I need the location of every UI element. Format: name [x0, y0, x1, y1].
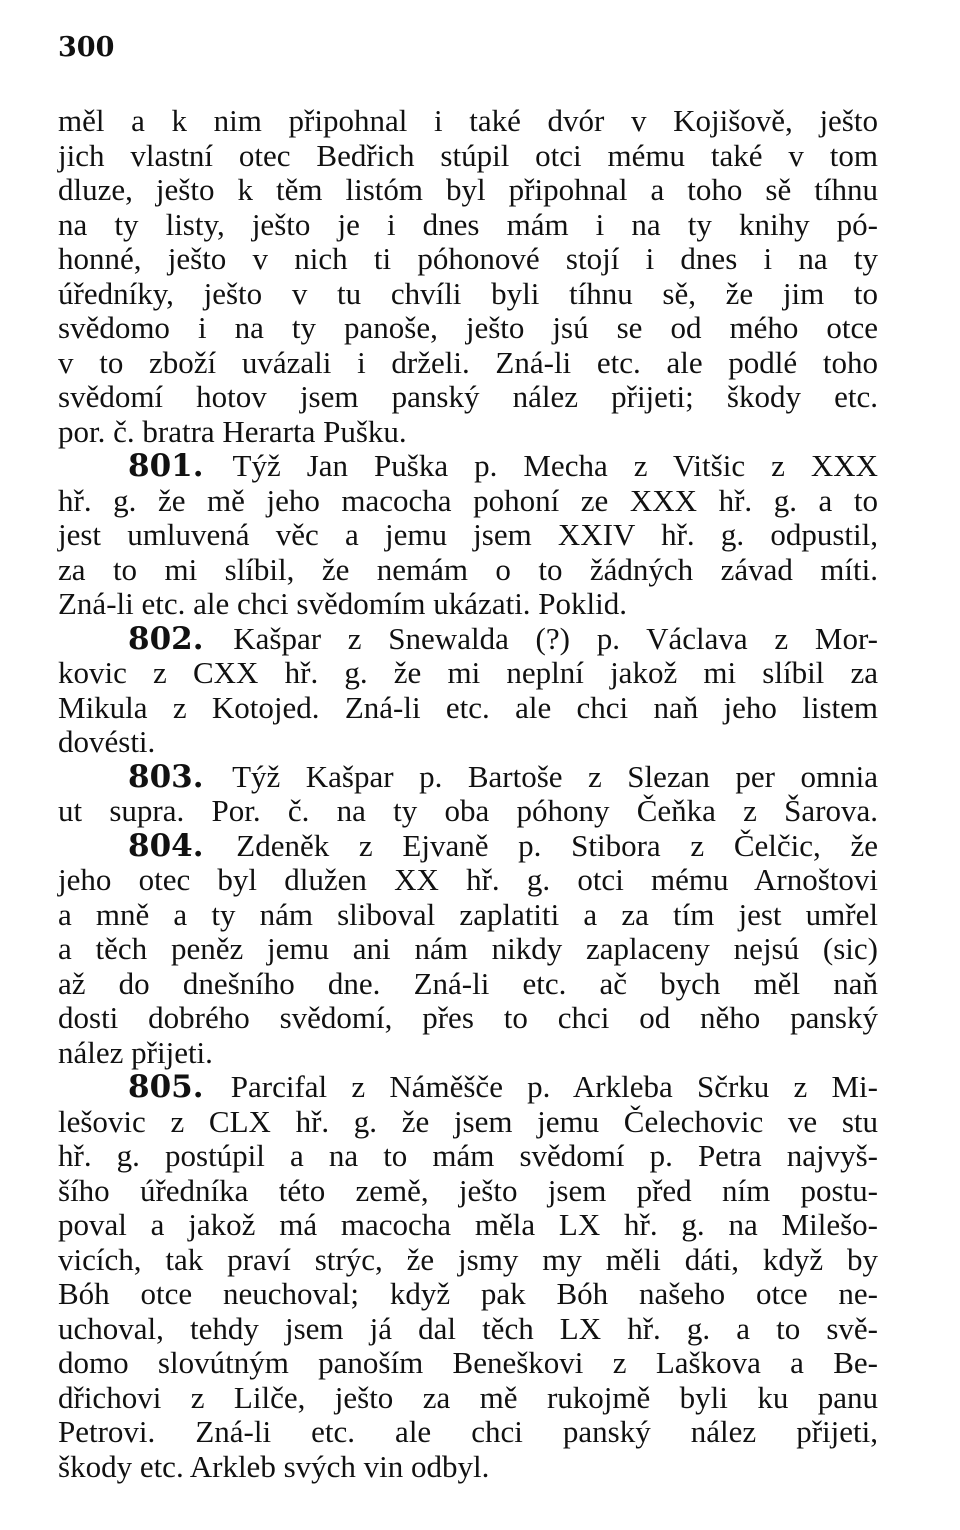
line-text: honné, ješto v nich ti póhonové stojí i dnes i na ty — [58, 241, 878, 276]
line-text: jest umluvená věc a jemu jsem XXIV hř. g. odpustil, — [58, 517, 878, 552]
line-text: dřichovi z Lilče, ješto za mě rukojmě byli ku panu — [58, 1379, 878, 1415]
line-text: jich vlastní otec Bedřich stúpil otci mému také v tom — [58, 137, 878, 173]
text-line — [58, 622, 878, 657]
text-line — [58, 1415, 878, 1450]
text-line — [58, 1381, 878, 1416]
line-text: dovésti. — [58, 724, 156, 759]
line-text: poval a jakož má macocha měla LX hř. g. na Milešo- — [58, 1207, 878, 1242]
line-text: dosti dobrého svědomí, přes to chci od něho panský — [58, 1000, 878, 1035]
line-text: až do dnešního dne. Zná-li etc. ač bych měl naň — [58, 965, 878, 1001]
line-text: hř. g. postúpil a na to mám svědomí p. Petra najvyš- — [58, 1138, 878, 1173]
line-text: za to mi slíbil, že nemám o to žádných závad míti. — [58, 551, 878, 587]
page-number: 300 — [58, 32, 115, 63]
line-text: Mikula z Kotojed. Zná-li etc. ale chci naň jeho listem — [58, 689, 878, 725]
line-text: Zdeněk z Ejvaně p. Stibora z Čelčic, že — [236, 827, 879, 863]
text-line — [58, 1001, 878, 1036]
text-line — [58, 1243, 878, 1278]
text-line — [58, 656, 878, 691]
text-line — [58, 898, 878, 933]
text-line — [58, 1450, 878, 1485]
line-text: lešovic z CLX hř. g. že jsem jemu Čelechovic ve stu — [58, 1103, 878, 1139]
text-line — [58, 1346, 878, 1381]
text-line — [58, 277, 878, 312]
text-line — [58, 1139, 878, 1174]
text-line — [58, 380, 878, 415]
text-line — [58, 725, 878, 760]
line-text: por. č. bratra Herarta Pušku. — [58, 413, 407, 449]
line-text: šího úředníka této země, ješto jsem před ním postu- — [58, 1172, 878, 1208]
line-text: dluze, ješto k těm listóm byl připohnal a toho sě tíhnu — [58, 172, 878, 207]
text-line — [58, 449, 878, 484]
text-line — [58, 794, 878, 829]
line-text: Petrovi. Zná-li etc. ale chci panský nález přijeti, — [58, 1414, 878, 1449]
text-line — [58, 760, 878, 795]
text-line — [58, 1036, 878, 1071]
line-text: Parcifal z Náměšče p. Arkleba Sčrku z Mi- — [230, 1069, 878, 1104]
line-text: ut supra. Por. č. na ty oba póhony Čeňka z Šarova. — [58, 793, 878, 828]
text-line — [58, 587, 878, 622]
entry-number: 803. — [128, 758, 233, 795]
text-line — [58, 863, 878, 898]
text-line — [58, 104, 878, 139]
line-text: hř. g. že mě jeho macocha pohoní ze XXX hř. g. a to — [58, 482, 878, 518]
text-line — [58, 932, 878, 967]
line-text: svědomo i na ty panoše, ješto jsú se od mého otce — [58, 310, 878, 345]
line-text: svědomí hotov jsem panský nález přijeti; škody etc. — [58, 379, 878, 414]
line-text: měl a k nim připohnal i také dvór v Kojišově, ješto — [58, 103, 878, 138]
line-text: uchoval, tehdy jsem já dal těch LX hř. g. a to svě- — [58, 1310, 878, 1346]
line-text: kovic z CXX hř. g. že mi neplní jakož mi slíbil za — [58, 655, 878, 690]
text-line — [58, 173, 878, 208]
text-line — [58, 139, 878, 174]
text-line — [58, 518, 878, 553]
line-text: domo slovútným panoším Beneškovi z Laškova a Be- — [58, 1345, 878, 1380]
line-text: Týž Kašpar p. Bartoše z Slezan per omnia — [232, 758, 878, 794]
text-line — [58, 242, 878, 277]
line-text: a mně a ty nám sliboval zaplatiti a za tím jest umřel — [58, 896, 878, 932]
text-line — [58, 967, 878, 1002]
line-text: Kašpar z Snewalda (?) p. Václava z Mor- — [233, 620, 878, 656]
text-line — [58, 1208, 878, 1243]
document-body — [58, 104, 878, 1484]
text-line — [58, 415, 878, 450]
line-text: v to zboží uvázali i drželi. Zná-li etc. ale podlé toho — [58, 344, 878, 380]
line-text: Bóh otce neuchoval; když pak Bóh našeho otce ne- — [58, 1276, 878, 1311]
line-text: a těch peněz jemu ani nám nikdy zaplaceny nejsú (sic) — [58, 931, 878, 966]
line-text: Zná-li etc. ale chci svědomím ukázati. Poklid. — [58, 586, 628, 621]
text-line — [58, 311, 878, 346]
line-text: vicích, tak praví strýc, že jsmy my měli dáti, když by — [58, 1241, 878, 1277]
line-text: nález přijeti. — [58, 1034, 213, 1070]
entry-number: 802. — [128, 620, 234, 657]
line-text: jeho otec byl dlužen XX hř. g. otci mému Arnoštovi — [58, 862, 878, 897]
text-line — [58, 346, 878, 381]
text-line — [58, 1174, 878, 1209]
line-text: úředníky, ješto v tu chvíli byli tíhnu sě, že jim to — [58, 275, 878, 311]
line-text: Týž Jan Puška p. Mecha z Vitšic z XXX — [232, 448, 879, 483]
entry-number: 805. — [128, 1069, 231, 1105]
text-line — [58, 1105, 878, 1140]
text-line — [58, 1070, 878, 1105]
text-line — [58, 1312, 878, 1347]
entry-number: 804. — [128, 827, 237, 864]
text-line — [58, 1277, 878, 1312]
entry-number: 801. — [128, 448, 233, 484]
text-line — [58, 553, 878, 588]
text-line — [58, 208, 878, 243]
text-line — [58, 691, 878, 726]
text-line — [58, 829, 878, 864]
line-text: na ty listy, ješto je i dnes mám i na ty knihy pó- — [58, 206, 878, 242]
text-line — [58, 484, 878, 519]
line-text: škody etc. Arkleb svých vin odbyl. — [58, 1448, 490, 1484]
